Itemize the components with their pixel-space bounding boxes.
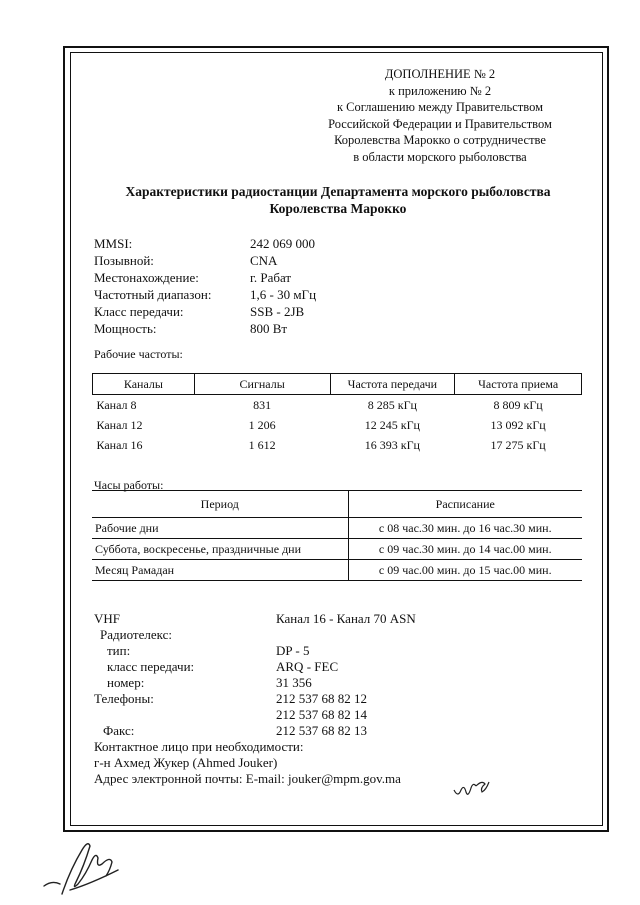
header-line: ДОПОЛНЕНИЕ № 2 bbox=[384, 67, 496, 81]
header-line: Королевства Марокко о сотрудничестве bbox=[334, 133, 546, 148]
header-line: к приложению № 2 bbox=[388, 83, 492, 98]
prop-label: Класс передачи: bbox=[94, 304, 184, 319]
col-header: Частота приема bbox=[455, 374, 582, 395]
initials-mark bbox=[452, 776, 492, 800]
contact-name: г-н Ахмед Жукер (Ahmed Jouker) bbox=[94, 755, 278, 770]
prop-label: Позывной: bbox=[94, 253, 154, 268]
table-header-row bbox=[92, 491, 582, 518]
table-row bbox=[92, 518, 582, 539]
cell: с 09 час.00 мин. до 15 час.00 мин. bbox=[348, 560, 582, 581]
cell: 17 275 кГц bbox=[490, 437, 546, 452]
cell: Суббота, воскресенье, праздничные дни bbox=[92, 539, 348, 560]
cell: Канал 16 bbox=[96, 437, 143, 452]
prop-value: SSB - 2JB bbox=[250, 304, 305, 319]
radiotelex-label: Радиотелекс: bbox=[100, 627, 172, 642]
freq-section-label: Рабочие частоты: bbox=[94, 347, 183, 361]
prop-value: 800 Вт bbox=[250, 321, 288, 336]
cell: Канал 12 bbox=[96, 417, 143, 432]
col-header: Расписание bbox=[435, 496, 495, 511]
fax-label: Факс: bbox=[103, 723, 135, 738]
fax-value: 212 537 68 82 13 bbox=[276, 723, 367, 738]
table-row bbox=[93, 415, 582, 435]
cell: 8 809 кГц bbox=[493, 397, 543, 412]
cell: 831 bbox=[253, 397, 272, 412]
prop-value: CNA bbox=[250, 253, 278, 268]
vhf-label: VHF bbox=[94, 611, 121, 626]
cell: 1 206 bbox=[248, 417, 276, 432]
cell: Месяц Рамадан bbox=[92, 560, 348, 581]
prop-value: 242 069 000 bbox=[250, 236, 315, 251]
cell: Рабочие дни bbox=[92, 518, 348, 539]
cell: 1 612 bbox=[248, 437, 276, 452]
col-header: Сигналы bbox=[194, 374, 330, 395]
phone-value: 212 537 68 82 14 bbox=[276, 707, 367, 722]
prop-value: г. Рабат bbox=[250, 270, 292, 285]
cell: 16 393 кГц bbox=[364, 437, 420, 452]
document-title bbox=[88, 183, 588, 217]
email-line: Адрес электронной почты: E-mail: jouker@mpm.gov.ma bbox=[94, 771, 401, 786]
title-line: Королевства Марокко bbox=[269, 201, 407, 216]
hours-table bbox=[92, 490, 582, 581]
header-line: Российской Федерации и Правительством bbox=[328, 116, 552, 131]
table-row bbox=[92, 560, 582, 581]
cell: с 08 час.30 мин. до 16 час.30 мин. bbox=[348, 518, 582, 539]
prop-label: Мощность: bbox=[94, 321, 157, 336]
col-header: Каналы bbox=[93, 374, 195, 395]
col-header: Период bbox=[92, 491, 348, 518]
prop-label: Местонахождение: bbox=[94, 270, 199, 285]
frequency-table bbox=[92, 373, 582, 455]
radiotelex-number-value: 31 356 bbox=[276, 675, 312, 690]
hours-section-label: Часы работы: bbox=[94, 478, 164, 492]
header-line: к Соглашению между Правительством bbox=[336, 100, 544, 115]
col-header: Частота передачи bbox=[330, 374, 455, 395]
radiotelex-number-label: номер: bbox=[107, 675, 145, 690]
annex-header bbox=[280, 66, 600, 166]
phones-label: Телефоны: bbox=[94, 691, 154, 706]
table-header-row bbox=[93, 374, 582, 395]
title-line: Характеристики радиостанции Департамента морского рыболовства bbox=[125, 184, 551, 199]
radiotelex-class-label: класс передачи: bbox=[107, 659, 195, 674]
prop-label: Частотный диапазон: bbox=[94, 287, 212, 302]
contact-line: Контактное лицо при необходимости: bbox=[94, 739, 304, 754]
cell: Канал 8 bbox=[96, 397, 137, 412]
header-line: в области морского рыболовства bbox=[353, 149, 527, 164]
cell: 13 092 кГц bbox=[490, 417, 546, 432]
prop-value: 1,6 - 30 мГц bbox=[250, 287, 317, 302]
cell: 12 245 кГц bbox=[364, 417, 420, 432]
vhf-value: Канал 16 - Канал 70 ASN bbox=[276, 611, 416, 626]
phone-value: 212 537 68 82 12 bbox=[276, 691, 367, 706]
radiotelex-class-value: ARQ - FEC bbox=[276, 659, 339, 674]
radiotelex-type-label: тип: bbox=[107, 643, 131, 658]
table-row bbox=[92, 539, 582, 560]
table-row bbox=[93, 435, 582, 455]
signature bbox=[40, 836, 130, 898]
prop-label: MMSI: bbox=[94, 236, 133, 251]
table-row bbox=[93, 395, 582, 416]
radiotelex-type-value: DP - 5 bbox=[276, 643, 310, 658]
cell: 8 285 кГц bbox=[367, 397, 417, 412]
cell: с 09 час.30 мин. до 14 час.00 мин. bbox=[348, 539, 582, 560]
